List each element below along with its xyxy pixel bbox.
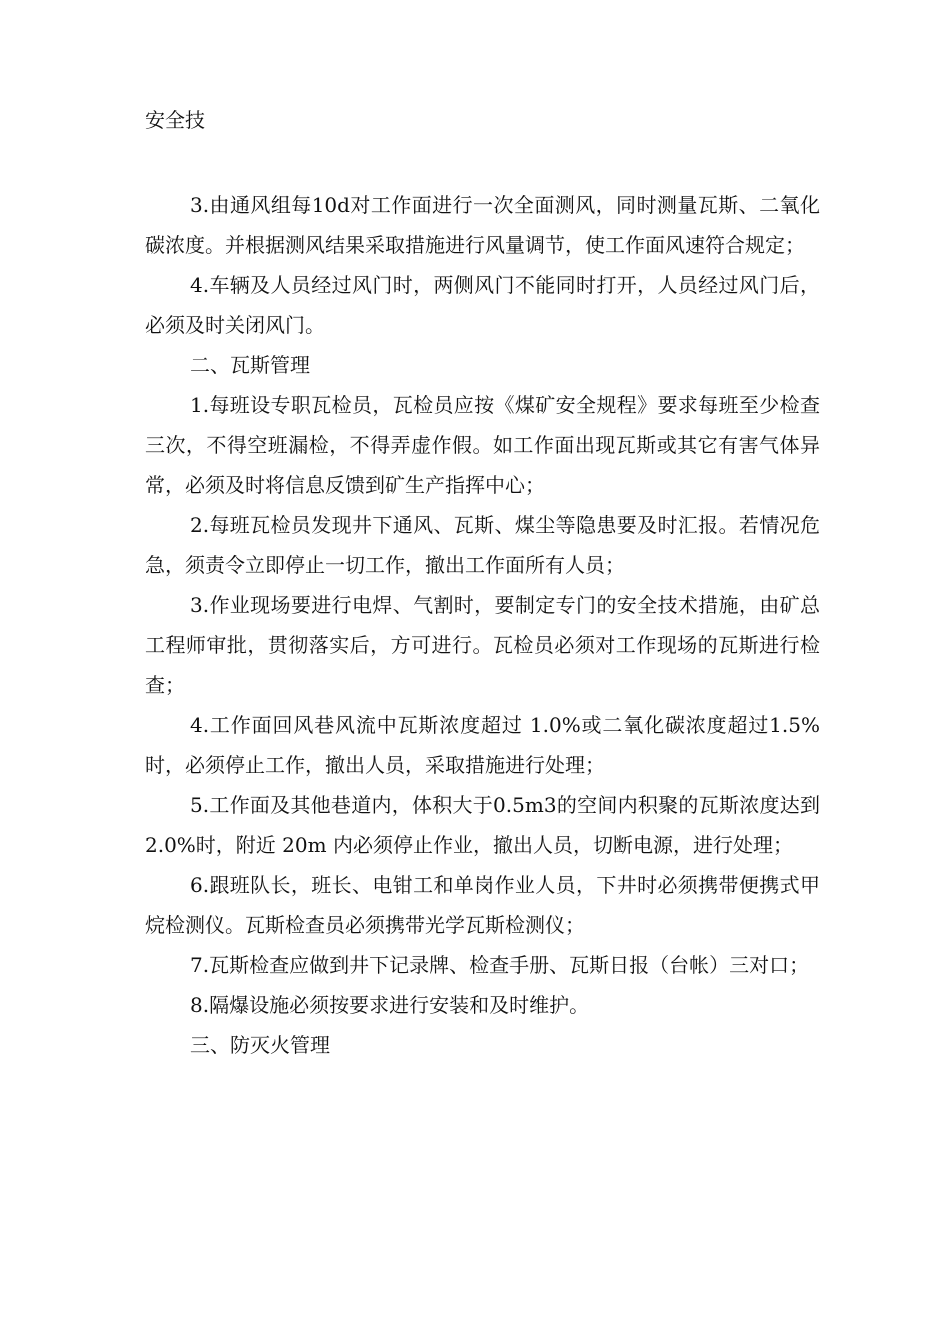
paragraph-gas-item-8: 8.隔爆设施必须按要求进行安装和及时维护。 [190, 993, 590, 1017]
paragraph-gas-item-7: 7.瓦斯检查应做到井下记录牌、检查手册、瓦斯日报（台帐）三对口； [190, 953, 810, 977]
paragraph-gas-item-6: 6.跟班队长，班长、电钳工和单岗作业人员，下井时必须携带便携式甲烷检测仪。瓦斯检查员必须携带光学瓦斯检测仪； [145, 873, 820, 937]
paragraph-gas-item-1: 1.每班设专职瓦检员，瓦检员应按《煤矿安全规程》要求每班至少检查三次，不得空班漏检，不得弄虚作假。如工作面出现瓦斯或其它有害气体异常，必须及时将信息反馈到矿生产指挥中心； [145, 393, 820, 497]
paragraph-gas-item-3: 3.作业现场要进行电焊、气割时，要制定专门的安全技术措施，由矿总工程师审批，贯彻落实后，方可进行。瓦检员必须对工作现场的瓦斯进行检查； [145, 593, 820, 697]
paragraph-ventilation-item-4: 4.车辆及人员经过风门时，两侧风门不能同时打开，人员经过风门后，必须及时关闭风门。 [145, 273, 820, 337]
section-heading-fire-prevention: 三、防灭火管理 [190, 1033, 330, 1057]
document-body [145, 185, 820, 1065]
paragraph-gas-item-2: 2.每班瓦检员发现井下通风、瓦斯、煤尘等隐患要及时汇报。若情况危急，须责令立即停止一切工作，撤出工作面所有人员； [145, 513, 820, 577]
page-header-title: 安全技 [145, 108, 205, 132]
paragraph-ventilation-item-3: 3.由通风组每10d对工作面进行一次全面测风，同时测量瓦斯、二氧化碳浓度。并根据测风结果采取措施进行风量调节，使工作面风速符合规定； [145, 193, 820, 257]
paragraph-gas-item-5: 5.工作面及其他巷道内，体积大于0.5m3的空间内积聚的瓦斯浓度达到 2.0%时，附近 20m 内必须停止作业，撤出人员，切断电源，进行处理； [145, 793, 820, 857]
section-heading-gas-management: 二、瓦斯管理 [190, 353, 310, 377]
paragraph-gas-item-4: 4.工作面回风巷风流中瓦斯浓度超过 1.0%或二氧化碳浓度超过1.5%时，必须停止工作，撤出人员，采取措施进行处理； [145, 713, 820, 777]
